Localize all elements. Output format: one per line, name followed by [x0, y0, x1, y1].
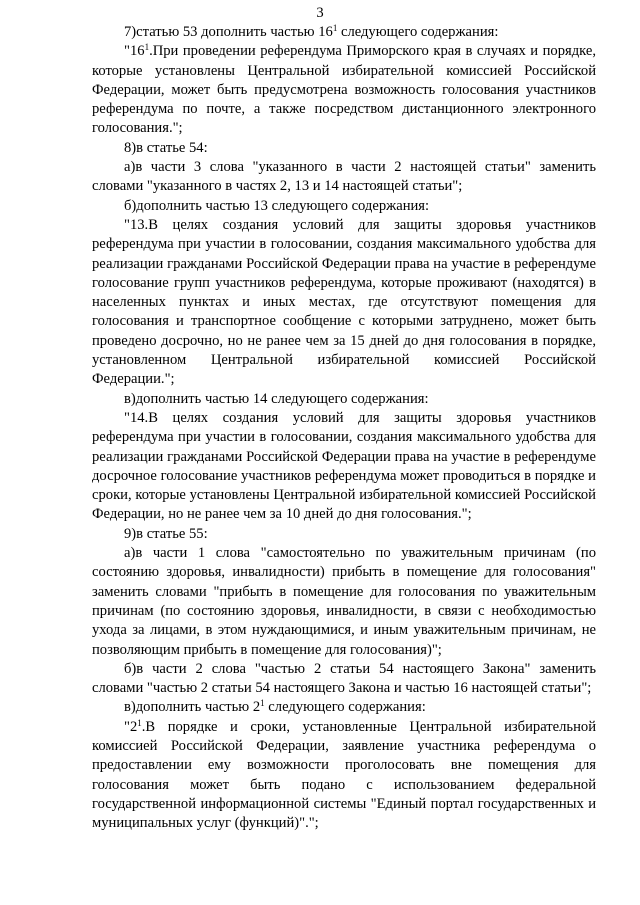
superscript: 1 — [332, 23, 338, 33]
paragraph-item-7 — [92, 23, 596, 42]
paragraph-text: в)дополнить частью 2 — [124, 699, 261, 716]
paragraph-text: "13.В целях создания условий для защиты здоровья участников референдума при участии в голосовании, создания максимального удобства для реализации гражданами Российской Федерации права на участие в референдуме голосование групп участников референдума, которые проживают (находятся) в населенных пунктах и иных местах, где отсутствуют помещения для голосования и транспортное сообщение с которыми затруднено, может быть проведено досрочно, но не ранее чем за 15 дней до дня голосования в порядке, установленном Центральной избирательной комиссией Российской Федерации."; — [92, 216, 596, 388]
subitem-9a — [92, 544, 596, 660]
subitem-9b — [92, 660, 596, 699]
paragraph-text: 8)в статье 54: — [124, 139, 208, 156]
subitem-8b — [92, 197, 596, 216]
subitem-9v — [92, 698, 596, 717]
paragraph-text: 9)в статье 55: — [124, 525, 208, 542]
quoted-part-13 — [92, 216, 596, 390]
superscript: 1 — [137, 717, 142, 728]
paragraph-text: следующего содержания: — [337, 24, 499, 40]
paragraph-text: .При проведении референдума Приморского края в случаях и порядке, которые установлены Центральной избирательной комиссией Российской Федерации, может быть предусмотрена возможность голосования участников референдума по почте, а также посредством дистанционного электронного голосования."; — [92, 43, 596, 137]
paragraph-text: .В порядке и сроки, установленные Центральной избирательной комиссией Российской Федерации, заявление участника референдума о предоставлении ему возможности проголосовать вне помещения для голосования может быть подано с использованием федеральной государственной информационной системы "Единый портал государственных и муниципальных услуг (функций)"."; — [92, 718, 596, 832]
paragraph-text: б)в части 2 слова "частью 2 статьи 54 настоящего Закона" заменить словами "частью 2 статьи 54 настоящего Закона и частью 16 настоящей статьи"; — [92, 660, 596, 697]
quoted-part-2-1 — [92, 718, 596, 834]
quoted-part-14 — [92, 409, 596, 525]
paragraph-item-9 — [92, 525, 596, 544]
paragraph-text: а)в части 1 слова "самостоятельно по уважительным причинам (по состоянию здоровья, инвалидности) прибыть в помещение для голосования" заменить словами "прибыть в помещение для голосования по уважительным причинам (по состоянию здоровья, инвалидности, в связи с необходимостью ухода за лицами, в этом нуждающимися, и иным уважительным причинам, не позволяющим прибыть в помещение для голосования)"; — [92, 545, 596, 658]
superscript: 1 — [260, 698, 265, 709]
paragraph-text: в)дополнить частью 14 следующего содержания: — [124, 390, 429, 407]
superscript: 1 — [144, 42, 150, 53]
document-body — [92, 23, 596, 833]
paragraph-item-8 — [92, 139, 596, 158]
subitem-8v — [92, 390, 596, 409]
paragraph-text: "2 — [124, 718, 138, 735]
paragraph-text: "16 — [124, 43, 145, 60]
quoted-part-16-1 — [92, 42, 596, 138]
paragraph-text: а)в части 3 слова "указанного в части 2 настоящей статьи" заменить словами "указанного в частях 2, 13 и 14 настоящей статьи"; — [92, 159, 596, 195]
paragraph-text: "14.В целях создания условий для защиты здоровья участников референдума при участии в голосовании, создания максимального удобства для реализации гражданами Российской Федерации права на участие в референдуме досрочное голосование участников референдума может проводиться в порядке и сроки, которые установлены Центральной избирательной комиссией Российской Федерации, но не ранее чем за 10 дней до дня голосования."; — [92, 409, 596, 523]
paragraph-text: 7)статью 53 дополнить частью 16 — [124, 24, 333, 40]
paragraph-text: следующего содержания: — [264, 699, 426, 716]
page-number: 3 — [316, 5, 324, 21]
paragraph-text: б)дополнить частью 13 следующего содержания: — [124, 197, 430, 214]
subitem-8a — [92, 158, 596, 197]
